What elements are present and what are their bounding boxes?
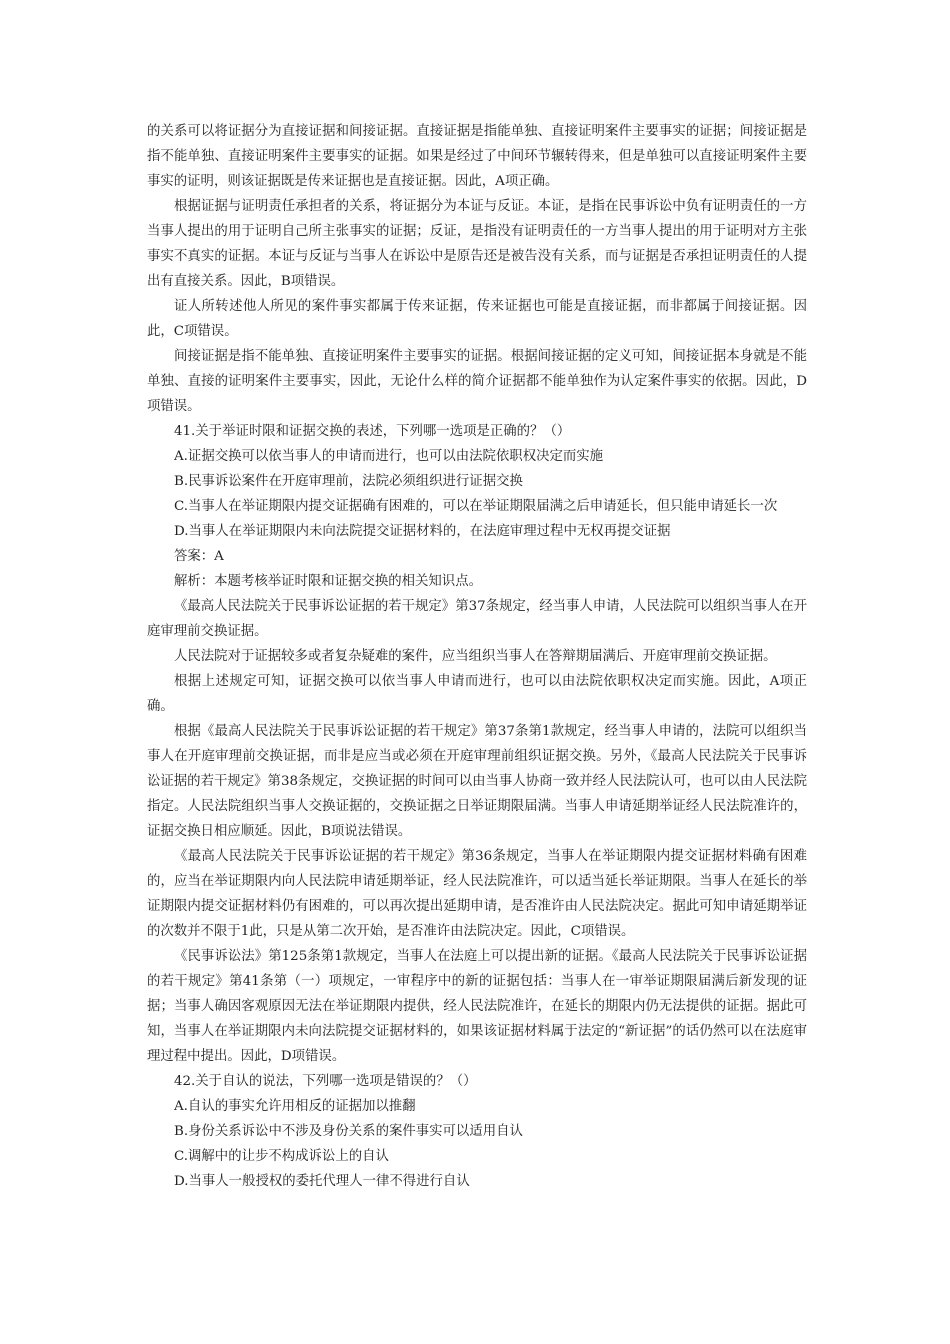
paragraph: C.当事人在举证期限内提交证据确有困难的，可以在举证期限届满之后申请延长，但只能申请延长一次 [174,499,778,514]
paragraph: 根据证据与证明责任承担者的关系，将证据分为本证与反证。本证，是指在民事诉讼中负有证明责任的一方当事人提出的用于证明自己所主张事实的证据；反证，是指没有证明责任的一方当事人提出的用于证明对方主张事实不真实的证据。本证与反证与当事人在诉讼中是原告还是被告没有关系，而与证据是否承担证明责任的人提出有直接关系。因此，B项错误。 [147,199,807,289]
paragraph: B.民事诉讼案件在开庭审理前，法院必须组织进行证据交换 [174,474,523,489]
paragraph: 间接证据是指不能单独、直接证明案件主要事实的证据。根据间接证据的定义可知，间接证据本身就是不能单独、直接的证明案件主要事实，因此，无论什么样的简介证据都不能单独作为认定案件事实的依据。因此，D项错误。 [147,349,807,414]
paragraph: 解析：本题考核举证时限和证据交换的相关知识点。 [174,574,482,589]
paragraph: A.自认的事实允许用相反的证据加以推翻 [174,1099,416,1114]
paragraph: A.证据交换可以依当事人的申请而进行，也可以由法院依职权决定而实施 [174,449,604,464]
paragraph: D.当事人在举证期限内未向法院提交证据材料的，在法庭审理过程中无权再提交证据 [174,524,671,539]
paragraph: 根据上述规定可知，证据交换可以依当事人申请而进行，也可以由法院依职权决定而实施。因此，A项正确。 [147,674,807,714]
document-body [147,119,807,1194]
paragraph: 证人所转述他人所见的案件事实都属于传来证据，传来证据也可能是直接证据，而非都属于间接证据。因此，C项错误。 [147,299,807,339]
paragraph: C.调解中的让步不构成诉讼上的自认 [174,1149,389,1164]
paragraph: D.当事人一般授权的委托代理人一律不得进行自认 [174,1174,470,1189]
paragraph: 的关系可以将证据分为直接证据和间接证据。直接证据是指能单独、直接证明案件主要事实的证据；间接证据是指不能单独、直接证明案件主要事实的证据。如果是经过了中间环节辗转得来，但是单独可以直接证明案件主要事实的证明，则该证据既是传来证据也是直接证据。因此，A项正确。 [147,124,807,189]
paragraph: 根据《最高人民法院关于民事诉讼证据的若干规定》第37条第1款规定，经当事人申请的，法院可以组织当事人在开庭审理前交换证据，而非是应当或必须在开庭审理前组织证据交换。另外，《最高人民法院关于民事诉讼证据的若干规定》第38条规定，交换证据的时间可以由当事人协商一致并经人民法院认可，也可以由人民法院指定。人民法院组织当事人交换证据的，交换证据之日举证期限届满。当事人申请延期举证经人民法院准许的，证据交换日相应顺延。因此，B项说法错误。 [147,724,807,839]
paragraph: 《民事诉讼法》第125条第1款规定，当事人在法庭上可以提出新的证据。《最高人民法院关于民事诉讼证据的若干规定》第41条第（一）项规定，一审程序中的新的证据包括：当事人在一审举证期限届满后新发现的证据；当事人确因客观原因无法在举证期限内提供，经人民法院准许，在延长的期限内仍无法提供的证据。据此可知，当事人在举证期限内未向法院提交证据材料的，如果该证据材料属于法定的“新证据”的话仍然可以在法庭审理过程中提出。因此，D项错误。 [147,949,807,1064]
paragraph: 42.关于自认的说法，下列哪一选项是错误的？（） [174,1074,477,1089]
paragraph: B.身份关系诉讼中不涉及身份关系的案件事实可以适用自认 [174,1124,523,1139]
paragraph: 《最高人民法院关于民事诉讼证据的若干规定》第36条规定，当事人在举证期限内提交证据材料确有困难的，应当在举证期限内向人民法院申请延期举证，经人民法院准许，可以适当延长举证期限。当事人在延长的举证期限内提交证据材料仍有困难的，可以再次提出延期申请，是否准许由人民法院决定。据此可知申请延期举证的次数并不限于1此，只是从第二次开始，是否准许由法院决定。因此，C项错误。 [147,849,807,939]
paragraph: 人民法院对于证据较多或者复杂疑难的案件，应当组织当事人在答辩期届满后、开庭审理前交换证据。 [174,649,777,664]
paragraph: 41.关于举证时限和证据交换的表述，下列哪一选项是正确的？（） [174,424,571,439]
paragraph: 答案：A [174,549,224,564]
paragraph: 《最高人民法院关于民事诉讼证据的若干规定》第37条规定，经当事人申请，人民法院可以组织当事人在开庭审理前交换证据。 [147,599,808,639]
